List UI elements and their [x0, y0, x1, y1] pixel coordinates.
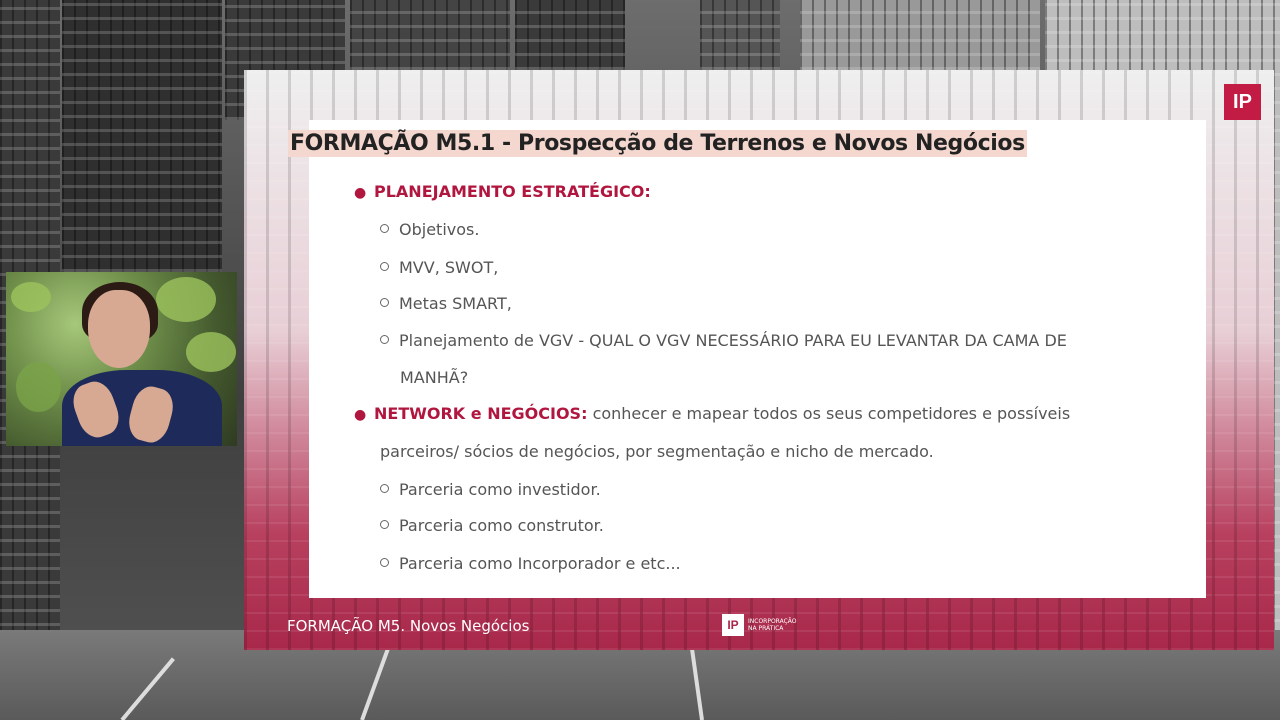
list-item — [380, 516, 604, 535]
footer-text: FORMAÇÃO M5. Novos Negócios — [287, 617, 530, 635]
brand-badge: IP — [1224, 84, 1261, 120]
list-item — [380, 258, 498, 277]
circle-bullet-icon — [380, 335, 389, 344]
list-item-text: Parceria como construtor. — [399, 516, 604, 535]
list-item-text: Objetivos. — [399, 220, 480, 239]
logo-text-line: INCORPORAÇÃO — [748, 618, 797, 625]
logo-mark: IP — [722, 614, 744, 636]
list-item — [380, 294, 512, 313]
circle-bullet-icon — [380, 262, 389, 271]
list-item — [380, 220, 479, 239]
list-item — [380, 554, 681, 573]
slide-title: FORMAÇÃO M5.1 - Prospecção de Terrenos e Novos Negócios — [290, 131, 1025, 156]
list-item-text: Planejamento de VGV - QUAL O VGV NECESSÁRIO PARA EU LEVANTAR DA CAMA DE — [399, 331, 1067, 350]
logo-text — [748, 618, 797, 632]
circle-bullet-icon — [380, 224, 389, 233]
section-heading: NETWORK e NEGÓCIOS: — [374, 404, 588, 423]
section-text-continuation: parceiros/ sócios de negócios, por segmentação e nicho de mercado. — [380, 442, 934, 461]
circle-bullet-icon — [380, 520, 389, 529]
presentation-slide — [244, 70, 1274, 650]
footer-logo — [722, 614, 797, 636]
bullet-icon: ● — [354, 185, 367, 201]
section-heading: PLANEJAMENTO ESTRATÉGICO: — [374, 182, 651, 201]
list-item — [380, 480, 601, 499]
circle-bullet-icon — [380, 484, 389, 493]
list-item-text: Metas SMART, — [399, 294, 512, 313]
logo-text-line: NA PRÁTICA — [748, 625, 784, 632]
list-item-text: MVV, SWOT, — [399, 258, 499, 277]
presenter-face — [88, 290, 150, 368]
list-item-text: Parceria como investidor. — [399, 480, 601, 499]
section-text: conhecer e mapear todos os seus competidores e possíveis — [592, 404, 1071, 423]
list-item-text: Parceria como Incorporador e etc... — [399, 554, 681, 573]
circle-bullet-icon — [380, 558, 389, 567]
circle-bullet-icon — [380, 298, 389, 307]
bullet-icon: ● — [354, 407, 367, 423]
list-item-continuation: MANHÃ? — [400, 368, 469, 387]
webcam-overlay — [6, 272, 237, 446]
section-heading-row — [354, 182, 651, 201]
list-item — [380, 331, 1067, 350]
section-heading-row — [354, 404, 1070, 423]
